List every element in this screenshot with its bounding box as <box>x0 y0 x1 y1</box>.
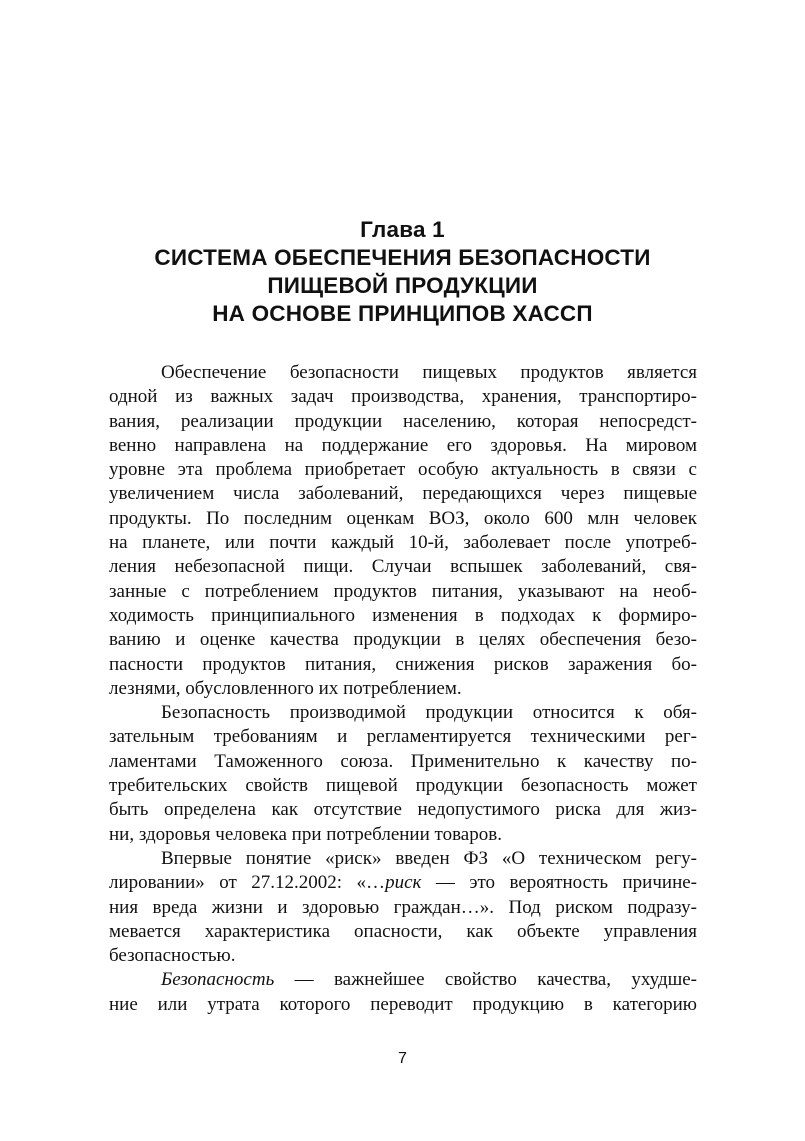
text-line: ни, здоровья человека при потреблении товаров. <box>109 823 502 845</box>
text-line: требительских свойств пищевой продукции безопасность может <box>109 775 697 797</box>
chapter-label: Глава 1 <box>360 217 445 242</box>
text-line: пасности продуктов питания, снижения рисков заражения бо- <box>109 653 697 675</box>
text-line: Впервые понятие «риск» введен ФЗ «О техническом регу- <box>161 847 697 869</box>
text-line: продукты. По последним оценкам ВОЗ, около 600 млн человек <box>109 507 697 529</box>
text-line: ламентами Таможенного союза. Применительно к качеству по- <box>109 750 697 772</box>
text-line: на планете, или почти каждый 10-й, заболевает после употреб- <box>109 532 697 554</box>
paragraph-4 <box>109 968 697 1017</box>
text-line: ления небезопасной пищи. Случаи вспышек заболеваний, свя- <box>109 556 697 578</box>
text-segment: — важнейшее свойство качества, ухудше- <box>274 969 697 991</box>
text-segment: лировании» от 27.12.2002: «… <box>109 872 386 894</box>
text-line: зательным требованиям и регламентируется техническими рег- <box>109 726 697 748</box>
text-line <box>109 871 697 895</box>
text-line: быть определена как отсутствие недопустимого риска для жиз- <box>109 799 697 821</box>
text-line: увеличением числа заболеваний, передающихся через пищевые <box>109 483 697 505</box>
text-line: лезнями, обусловленного их потреблением. <box>109 677 462 699</box>
paragraph-1 <box>109 361 697 701</box>
text-line: занные с потреблением продуктов питания, указывают на необ- <box>109 580 697 602</box>
page-number: 7 <box>398 1050 407 1067</box>
chapter-title-line-2: ПИЩЕВОЙ ПРОДУКЦИИ <box>267 273 538 298</box>
paragraph-2 <box>109 701 697 847</box>
emphasized-term: риск <box>385 872 422 894</box>
chapter-title-line-1: СИСТЕМА ОБЕСПЕЧЕНИЯ БЕЗОПАСНОСТИ <box>154 245 651 270</box>
text-line <box>109 968 697 992</box>
chapter-title-line-3: НА ОСНОВЕ ПРИНЦИПОВ ХАССП <box>212 301 593 326</box>
paragraph-3 <box>109 847 697 968</box>
text-line: мевается характеристика опасности, как объекте управления <box>109 920 697 942</box>
text-line: безопасностью. <box>109 945 236 967</box>
text-line: Безопасность производимой продукции относится к обя- <box>161 702 697 724</box>
text-segment: — это вероятность причине- <box>421 872 697 894</box>
text-line: одной из важных задач производства, хранения, транспортиро- <box>109 386 697 408</box>
chapter-heading <box>0 216 805 328</box>
text-line: ванию и оценке качества продукции в целях обеспечения безо- <box>109 629 697 651</box>
text-line: ние или утрата которого переводит продукцию в категорию <box>109 993 697 1015</box>
text-line: Обеспечение безопасности пищевых продуктов является <box>161 362 697 383</box>
text-line: венно направлена на поддержание его здоровья. На мировом <box>109 434 697 456</box>
text-line: ния вреда жизни и здоровью граждан…». Под риском подразу- <box>109 896 697 918</box>
text-line: вания, реализации продукции населению, которая непосредст- <box>109 410 697 432</box>
body-text <box>109 361 697 1017</box>
emphasized-term: Безопасность <box>161 969 275 991</box>
text-line: ходимость принципиального изменения в подходах к формиро- <box>109 604 697 626</box>
text-line: уровне эта проблема приобретает особую актуальность в связи с <box>109 459 697 481</box>
